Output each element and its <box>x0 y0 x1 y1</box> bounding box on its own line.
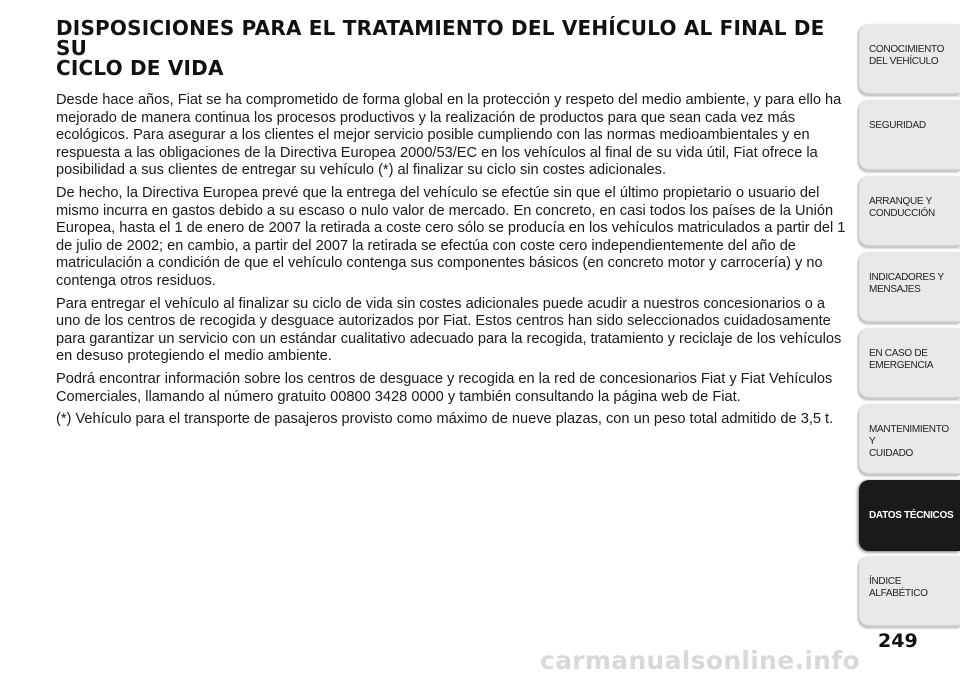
tab-en-caso-de-emergencia[interactable] <box>859 328 960 399</box>
paragraph: Podrá encontrar información sobre los centros de desguace y recogida en la red de concesionarios Fiat y Fiat Vehículos Comerciales, llamando al número gratuito 00800 3428 0000 y también consultando la página web de Fiat. <box>56 370 833 405</box>
tab-datos-tecnicos[interactable] <box>859 480 960 551</box>
tab-label: MANTENIMIENTO Y <box>869 424 949 447</box>
page-title-line2: CICLO DE VIDA <box>56 56 224 80</box>
paragraph: De hecho, la Directiva Europea prevé que la entrega del vehículo se efectúe sin que el último propietario o usuario del mismo incurra en gastos debido a su escaso o nulo valor de mercado. En concreto, en casi todos los países de la Unión Europea, hasta el 1 de enero de 2007 la retirada a coste cero sólo se producía en los vehículos matriculados a partir del 1 de julio de 2002; en cambio, a partir del 2007 la retirada se efectúa con coste cero independientemente del año de matriculación a condición de que el vehículo contenga sus componentes básicos (en concreto motor y carrocería) y no contenga otros residuos. <box>56 184 846 289</box>
tab-label: MENSAJES <box>869 284 921 295</box>
paragraph: Para entregar el vehículo al finalizar su ciclo de vida sin costes adicionales puede acudir a nuestros concesionarios o a uno de los centros de recogida y desguace autorizados por Fiat. Estos centros han sido seleccionados cuidadosamente para garantizar un servicio con un estándar cualitativo adecuado para la recogida, tratamiento y reciclaje de los vehículos en desuso protegiendo el medio ambiente. <box>56 295 842 365</box>
tab-label: CUIDADO <box>869 448 914 459</box>
tab-seguridad[interactable] <box>859 100 960 171</box>
tab-conocimiento-del-vehiculo[interactable] <box>859 24 960 95</box>
page-number: 249 <box>878 630 918 652</box>
tab-indice-alfabetico[interactable] <box>859 556 960 627</box>
tab-mantenimiento-y-cuidado[interactable] <box>859 404 960 475</box>
main-content <box>56 18 846 434</box>
tab-indicadores-y-mensajes[interactable] <box>859 252 960 323</box>
tab-label: CONOCIMIENTO <box>869 44 945 55</box>
page-title <box>56 18 846 78</box>
tab-label: ARRANQUE Y <box>869 196 932 207</box>
tab-label: DEL VEHÍCULO <box>869 56 939 67</box>
tab-label: DATOS TÉCNICOS <box>869 510 954 521</box>
watermark: carmanualsonline.info <box>540 646 860 675</box>
page-title-line1: DISPOSICIONES PARA EL TRATAMIENTO DEL VEHÍCULO AL FINAL DE SU <box>56 16 825 60</box>
tab-label: SEGURIDAD <box>869 120 926 131</box>
tab-label: ÍNDICE ALFABÉTICO <box>869 576 928 599</box>
section-tabs <box>859 24 960 614</box>
paragraph: Desde hace años, Fiat se ha comprometido de forma global en la protección y respeto del medio ambiente, y para ello ha mejorado de manera continua los procesos productivos y la realización de productos para que sean cada vez más ecológicos. Para asegurar a los clientes el mejor servicio posible cumpliendo con las normas medioambientales y en respuesta a las obligaciones de la Directiva Europea 2000/53/EC en los vehículos al final de su vida útil, Fiat ofrece la posibilidad a sus clientes de entregar su vehículo (*) al finalizar su ciclo sin costes adicionales. <box>56 92 842 179</box>
tab-arranque-y-conduccion[interactable] <box>859 176 960 247</box>
tab-label: EMERGENCIA <box>869 360 934 371</box>
tab-label: CONDUCCIÓN <box>869 208 935 219</box>
footnote: (*) Vehículo para el transporte de pasajeros provisto como máximo de nueve plazas, con un peso total admitido de 3,5 t. <box>56 411 834 428</box>
tab-label: EN CASO DE <box>869 348 928 359</box>
tab-label: INDICADORES Y <box>869 272 944 283</box>
